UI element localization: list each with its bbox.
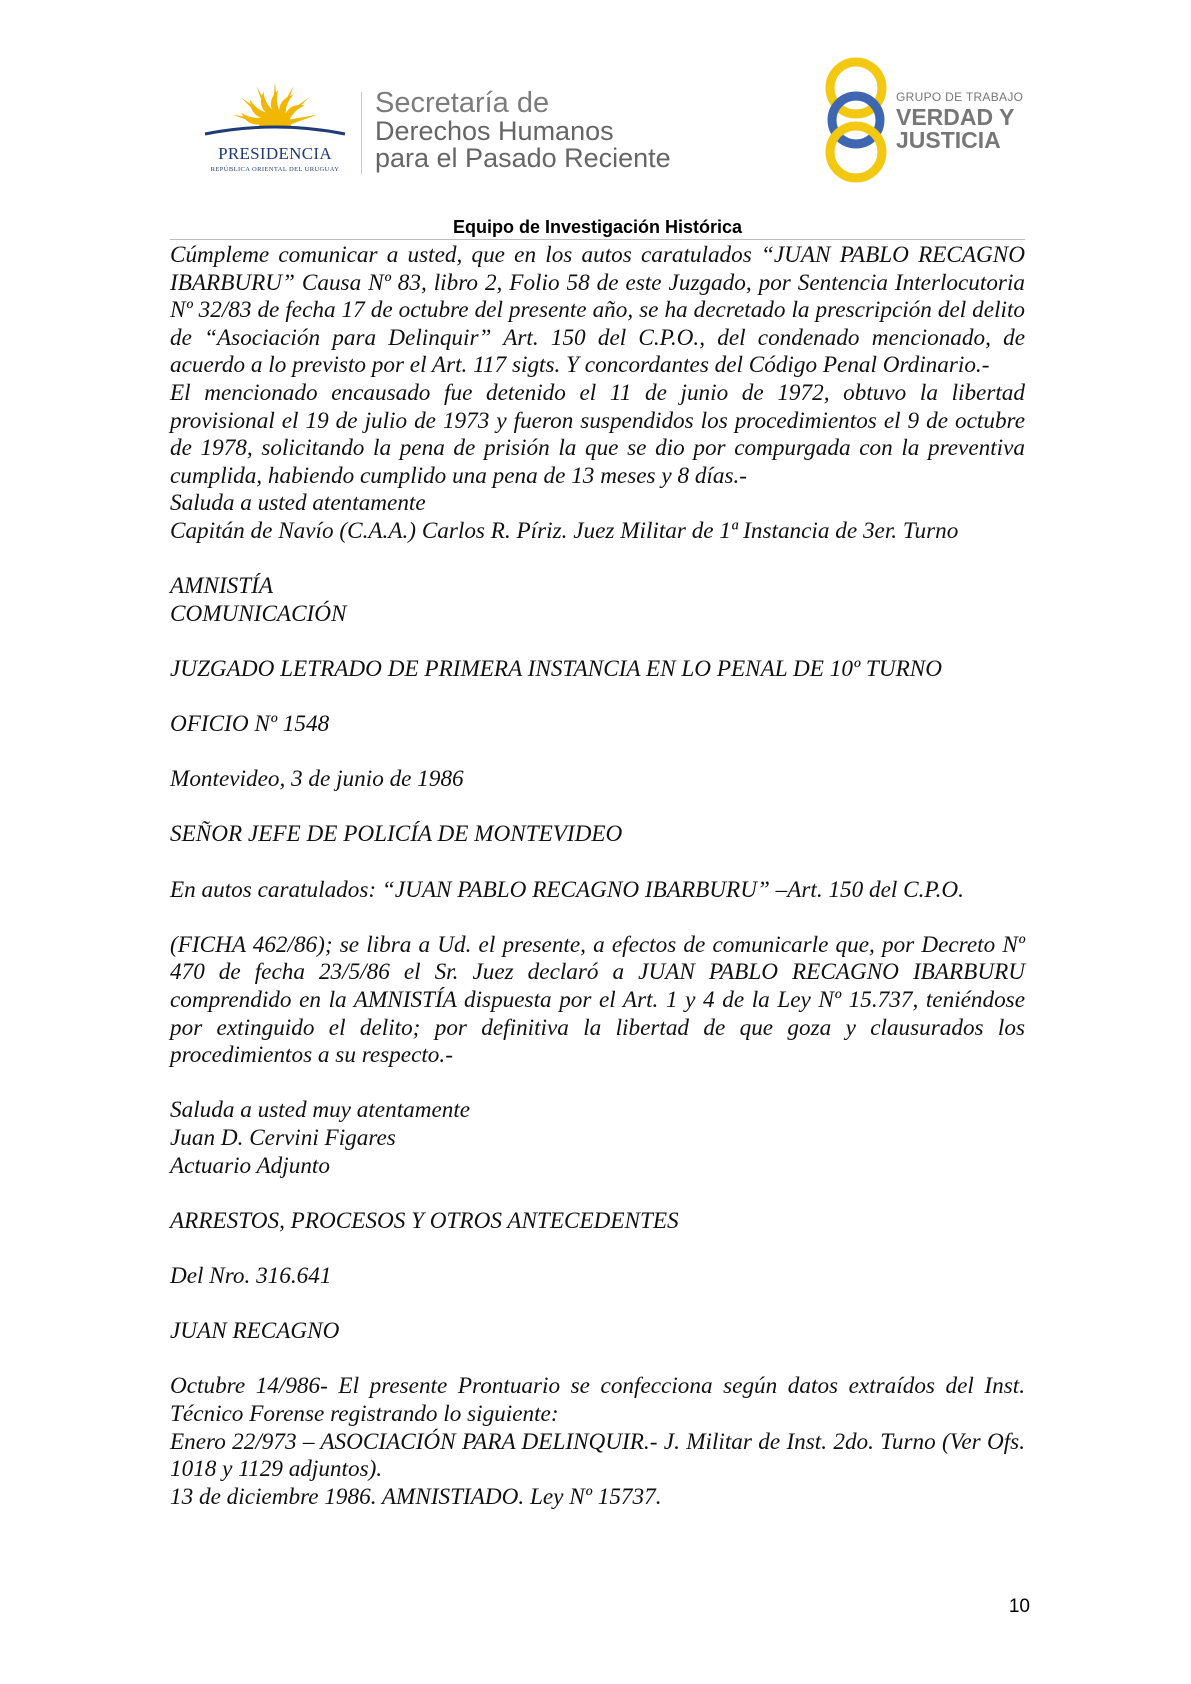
- record-entry-1986: 13 de diciembre 1986. AMNISTIADO. Ley Nº 15737.: [170, 1483, 662, 1510]
- spacer: [170, 1070, 1025, 1098]
- addressee: SEÑOR JEFE DE POLICÍA DE MONTEVIDEO: [170, 821, 623, 848]
- spacer: [170, 628, 1025, 656]
- grupo-line-3: JUSTICIA: [896, 127, 1001, 153]
- secretaria-line-1: Secretaría de: [375, 87, 550, 119]
- signer-title: Actuario Adjunto: [170, 1152, 330, 1179]
- spacer: [170, 739, 1025, 767]
- heading-comunicacion: COMUNICACIÓN: [170, 600, 347, 627]
- record-entry-intro: Octubre 14/986- El presente Prontuario se confecciona según datos extraídos del Inst. Técnico Forense registrando lo siguiente:: [170, 1373, 1025, 1427]
- spacer: [170, 1291, 1025, 1319]
- spacer: [170, 1235, 1025, 1263]
- secretaria-line-2: Derechos Humanos: [375, 116, 614, 146]
- presidencia-subtitle: REPÚBLICA ORIENTAL DEL URUGUAY: [210, 166, 340, 173]
- verdad-justicia-logo: [820, 56, 1040, 184]
- spacer: [170, 904, 1025, 932]
- grupo-line-1: GRUPO DE TRABAJO: [896, 90, 1024, 104]
- presidencia-name: PRESIDENCIA: [218, 144, 332, 163]
- spacer: [170, 1180, 1025, 1208]
- spacer: [170, 546, 1025, 574]
- heading-arrests: ARRESTOS, PROCESOS Y OTROS ANTECEDENTES: [170, 1207, 679, 1234]
- interlocking-rings-icon: [820, 56, 892, 184]
- case-reference: En autos caratulados: “JUAN PABLO RECAGNO IBARBURU” –Art. 150 del C.P.O.: [170, 876, 964, 903]
- signature-judge: Capitán de Navío (C.A.A.) Carlos R. Píriz. Juez Militar de 1ª Instancia de 3er. Turno: [170, 517, 959, 544]
- paragraph-amnesty-decree: (FICHA 462/86); se libra a Ud. el presente, a efectos de comunicarle que, por Decreto Nº 470 de fecha 23/5/86 el Sr. Juez declaró a JUAN PABLO RECAGNO IBARBURU comprendido en la AMNISTÍA dispuesta por el Art. 1 y 4 de la Ley Nº 15.737, teniéndose por extinguido el delito; por definitiva la libertad de que goza y clausurados los procedimientos a su respecto.-: [170, 931, 1025, 1069]
- court-name: JUZGADO LETRADO DE PRIMERA INSTANCIA EN LO PENAL DE 10º TURNO: [170, 655, 942, 682]
- closing-salutation: Saluda a usted atentamente: [170, 490, 426, 517]
- paragraph-communication: Cúmpleme comunicar a usted, que en los autos caratulados “JUAN PABLO RECAGNO IBARBURU” Causa Nº 83, libro 2, Folio 58 de este Juzgado, por Sentencia Interlocutoria Nº 32/83 de fecha 17 de octubre del presente año, se ha decretado la prescripción del delito de “Asociación para Delinquir” Art. 150 del C.P.O., del condenado mencionado, de acuerdo a lo previsto por el Art. 117 sigts. Y concordantes del Código Penal Ordinario.-: [170, 242, 1025, 379]
- spacer: [170, 684, 1025, 712]
- place-date: Montevideo, 3 de junio de 1986: [170, 766, 464, 793]
- document-body: [170, 242, 1025, 1511]
- record-number: Del Nro. 316.641: [170, 1262, 332, 1289]
- spacer: [170, 1346, 1025, 1374]
- secretaria-line-3: para el Pasado Reciente: [375, 143, 671, 173]
- spacer: [170, 849, 1025, 877]
- secretaria-logo-text: [375, 88, 735, 172]
- header-divider: [361, 92, 362, 174]
- grupo-line-2: VERDAD Y: [896, 104, 1015, 130]
- team-title: Equipo de Investigación Histórica: [452, 217, 743, 237]
- page-header: [0, 0, 1191, 237]
- header-rule: [170, 239, 1025, 240]
- sun-icon: [196, 78, 354, 144]
- presidencia-logo: [196, 78, 354, 178]
- spacer: [170, 794, 1025, 822]
- page-number: 10: [1008, 1596, 1030, 1617]
- subject-name: JUAN RECAGNO: [170, 1318, 340, 1345]
- paragraph-detention: El mencionado encausado fue detenido el 11 de junio de 1972, obtuvo la libertad provisional el 19 de julio de 1973 y fueron suspendidos los procedimientos el 9 de octubre de 1978, solicitando la pena de prisión la que se dio por compurgada con la preventiva cumplida, habiendo cumplido una pena de 13 meses y 8 días.-: [170, 379, 1025, 489]
- record-entry-1973: Enero 22/973 – ASOCIACIÓN PARA DELINQUIR.- J. Militar de Inst. 2do. Turno (Ver Ofs. 1018 y 1129 adjuntos).: [170, 1428, 1025, 1483]
- oficio-number: OFICIO Nº 1548: [170, 711, 330, 738]
- closing-salutation-2: Saluda a usted muy atentamente: [170, 1097, 471, 1124]
- heading-amnistia: AMNISTÍA: [170, 573, 274, 600]
- signer-name: Juan D. Cervini Figares: [170, 1125, 396, 1151]
